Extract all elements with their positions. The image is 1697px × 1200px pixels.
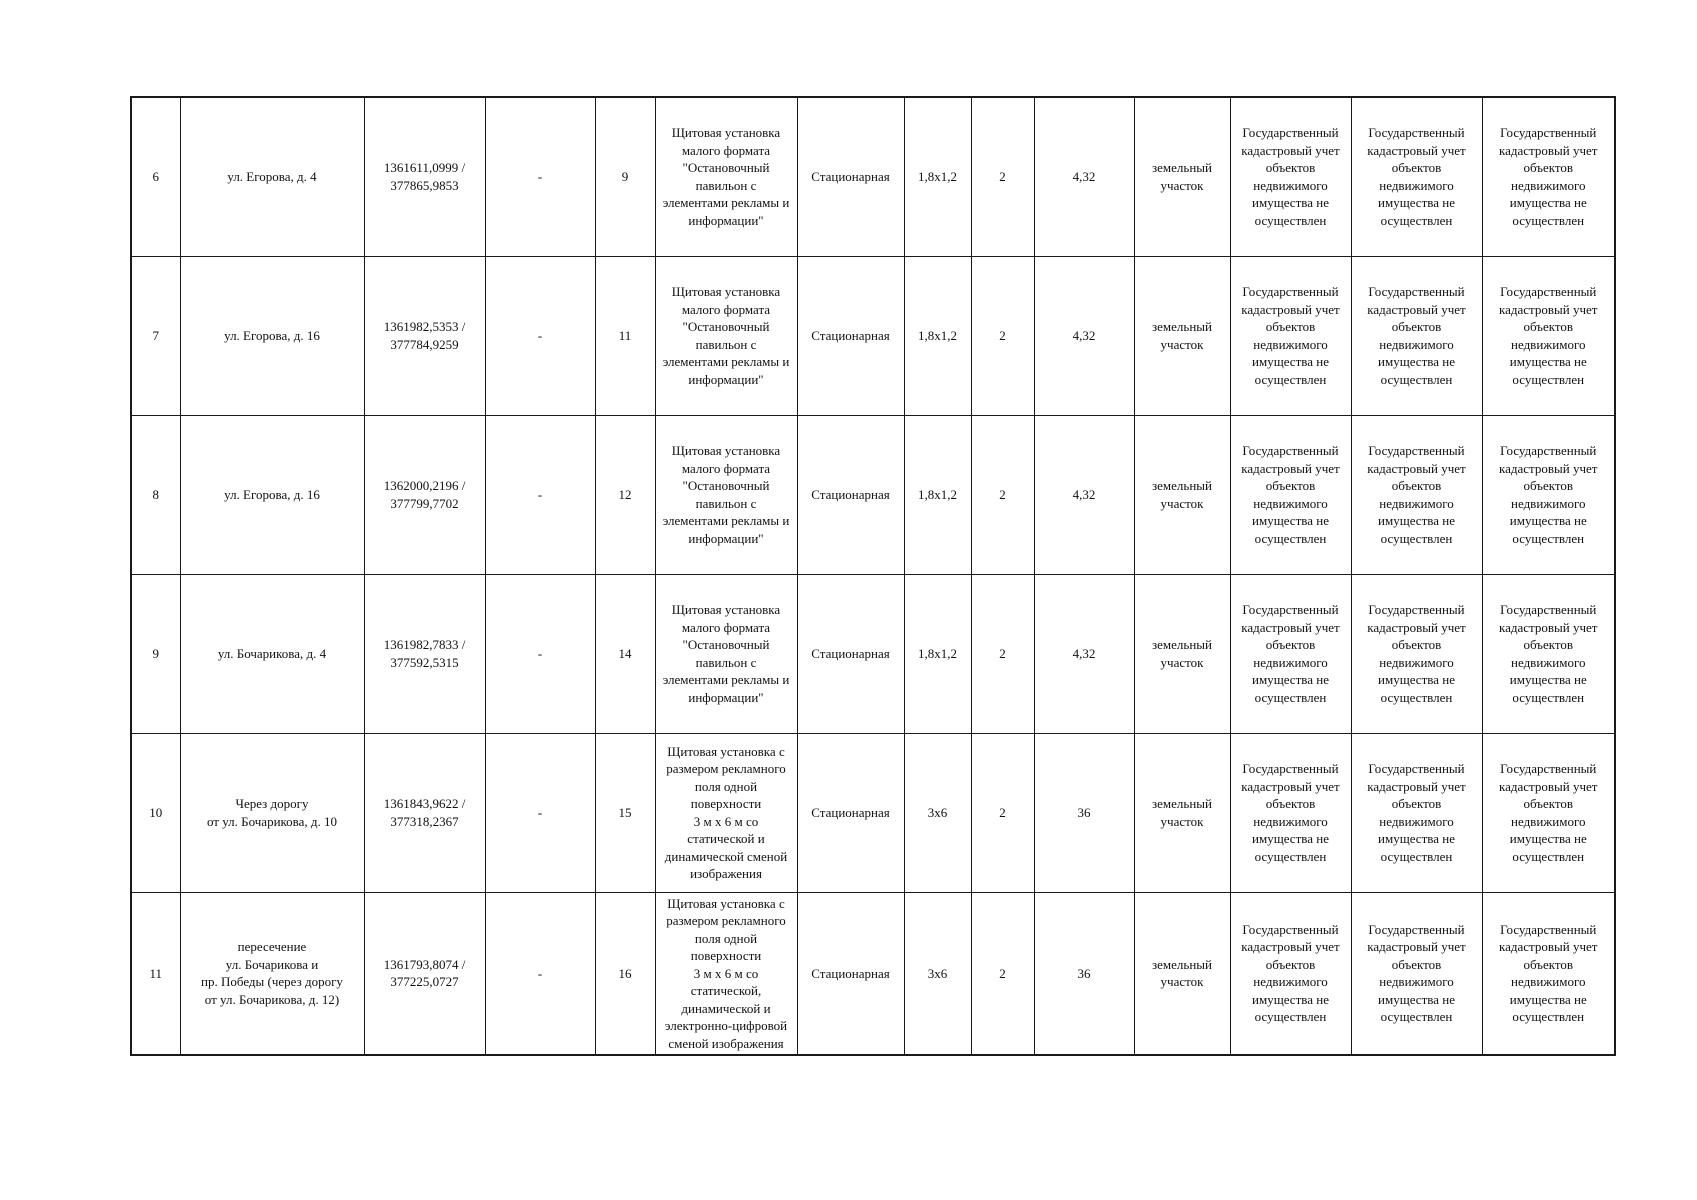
- cadastral-cell-1: Государственный кадастровый учет объектов недвижимого имущества не осуществлен: [1230, 256, 1351, 415]
- placement-cell: Стационарная: [797, 733, 904, 892]
- row-number: 6: [131, 97, 180, 256]
- scheme-number-cell: 9: [595, 97, 655, 256]
- table-row: [131, 415, 1615, 574]
- land-type-cell: земельный участок: [1134, 892, 1230, 1055]
- construction-type-cell: Щитовая установка малого формата "Остановочный павильон с элементами рекламы и информации": [655, 574, 797, 733]
- coordinates-cell: 1362000,2196 / 377799,7702: [364, 415, 485, 574]
- area-cell: 4,32: [1034, 256, 1134, 415]
- table-row: [131, 733, 1615, 892]
- cadastral-cell-3: Государственный кадастровый учет объектов недвижимого имущества не осуществлен: [1482, 892, 1615, 1055]
- construction-type-cell: Щитовая установка малого формата "Остановочный павильон с элементами рекламы и информации": [655, 415, 797, 574]
- placement-cell: Стационарная: [797, 256, 904, 415]
- coordinates-cell: 1361982,7833 / 377592,5315: [364, 574, 485, 733]
- placement-cell: Стационарная: [797, 415, 904, 574]
- cadastral-cell-3: Государственный кадастровый учет объектов недвижимого имущества не осуществлен: [1482, 97, 1615, 256]
- construction-type-cell: Щитовая установка малого формата "Остановочный павильон с элементами рекламы и информации": [655, 97, 797, 256]
- sides-cell: 2: [971, 574, 1034, 733]
- land-type-cell: земельный участок: [1134, 733, 1230, 892]
- cadastral-cell-1: Государственный кадастровый учет объектов недвижимого имущества не осуществлен: [1230, 97, 1351, 256]
- address-cell: ул. Егорова, д. 4: [180, 97, 364, 256]
- scheme-number-cell: 16: [595, 892, 655, 1055]
- land-type-cell: земельный участок: [1134, 256, 1230, 415]
- cadastral-cell-2: Государственный кадастровый учет объектов недвижимого имущества не осуществлен: [1351, 574, 1482, 733]
- construction-type-cell: Щитовая установка малого формата "Остановочный павильон с элементами рекламы и информации": [655, 256, 797, 415]
- cadastral-cell-3: Государственный кадастровый учет объектов недвижимого имущества не осуществлен: [1482, 574, 1615, 733]
- address-cell: пересечение ул. Бочарикова и пр. Победы (через дорогу от ул. Бочарикова, д. 12): [180, 892, 364, 1055]
- sides-cell: 2: [971, 97, 1034, 256]
- advertising-structures-table: [130, 96, 1616, 1056]
- cadastral-cell-1: Государственный кадастровый учет объектов недвижимого имущества не осуществлен: [1230, 415, 1351, 574]
- sides-cell: 2: [971, 733, 1034, 892]
- scheme-number-cell: 12: [595, 415, 655, 574]
- sides-cell: 2: [971, 415, 1034, 574]
- sides-cell: 2: [971, 256, 1034, 415]
- land-type-cell: земельный участок: [1134, 415, 1230, 574]
- row-number: 9: [131, 574, 180, 733]
- scheme-number-cell: 11: [595, 256, 655, 415]
- dash-cell: -: [485, 256, 595, 415]
- construction-type-cell: Щитовая установка с размером рекламного поля одной поверхности 3 м х 6 м со статической, динамической и электронно-цифровой сменой изображения: [655, 892, 797, 1055]
- dash-cell: -: [485, 97, 595, 256]
- area-cell: 4,32: [1034, 574, 1134, 733]
- size-cell: 1,8x1,2: [904, 574, 971, 733]
- area-cell: 4,32: [1034, 97, 1134, 256]
- coordinates-cell: 1361982,5353 / 377784,9259: [364, 256, 485, 415]
- cadastral-cell-1: Государственный кадастровый учет объектов недвижимого имущества не осуществлен: [1230, 574, 1351, 733]
- cadastral-cell-2: Государственный кадастровый учет объектов недвижимого имущества не осуществлен: [1351, 415, 1482, 574]
- size-cell: 1,8x1,2: [904, 415, 971, 574]
- dash-cell: -: [485, 415, 595, 574]
- table-row: [131, 256, 1615, 415]
- address-cell: ул. Егорова, д. 16: [180, 256, 364, 415]
- cadastral-cell-2: Государственный кадастровый учет объектов недвижимого имущества не осуществлен: [1351, 256, 1482, 415]
- cadastral-cell-2: Государственный кадастровый учет объектов недвижимого имущества не осуществлен: [1351, 733, 1482, 892]
- sides-cell: 2: [971, 892, 1034, 1055]
- row-number: 8: [131, 415, 180, 574]
- row-number: 11: [131, 892, 180, 1055]
- land-type-cell: земельный участок: [1134, 574, 1230, 733]
- cadastral-cell-3: Государственный кадастровый учет объектов недвижимого имущества не осуществлен: [1482, 256, 1615, 415]
- cadastral-cell-1: Государственный кадастровый учет объектов недвижимого имущества не осуществлен: [1230, 733, 1351, 892]
- address-cell: ул. Егорова, д. 16: [180, 415, 364, 574]
- size-cell: 3x6: [904, 733, 971, 892]
- table-row: [131, 574, 1615, 733]
- area-cell: 4,32: [1034, 415, 1134, 574]
- placement-cell: Стационарная: [797, 97, 904, 256]
- scheme-number-cell: 14: [595, 574, 655, 733]
- construction-type-cell: Щитовая установка с размером рекламного поля одной поверхности 3 м х 6 м со статической и динамической сменой изображения: [655, 733, 797, 892]
- land-type-cell: земельный участок: [1134, 97, 1230, 256]
- area-cell: 36: [1034, 892, 1134, 1055]
- cadastral-cell-3: Государственный кадастровый учет объектов недвижимого имущества не осуществлен: [1482, 415, 1615, 574]
- cadastral-cell-2: Государственный кадастровый учет объектов недвижимого имущества не осуществлен: [1351, 892, 1482, 1055]
- coordinates-cell: 1361611,0999 / 377865,9853: [364, 97, 485, 256]
- address-cell: ул. Бочарикова, д. 4: [180, 574, 364, 733]
- dash-cell: -: [485, 733, 595, 892]
- cadastral-cell-2: Государственный кадастровый учет объектов недвижимого имущества не осуществлен: [1351, 97, 1482, 256]
- coordinates-cell: 1361843,9622 / 377318,2367: [364, 733, 485, 892]
- dash-cell: -: [485, 892, 595, 1055]
- cadastral-cell-3: Государственный кадастровый учет объектов недвижимого имущества не осуществлен: [1482, 733, 1615, 892]
- table-row: [131, 97, 1615, 256]
- cadastral-cell-1: Государственный кадастровый учет объектов недвижимого имущества не осуществлен: [1230, 892, 1351, 1055]
- size-cell: 3x6: [904, 892, 971, 1055]
- row-number: 10: [131, 733, 180, 892]
- address-cell: Через дорогу от ул. Бочарикова, д. 10: [180, 733, 364, 892]
- table-row: [131, 892, 1615, 1055]
- scheme-number-cell: 15: [595, 733, 655, 892]
- placement-cell: Стационарная: [797, 892, 904, 1055]
- placement-cell: Стационарная: [797, 574, 904, 733]
- row-number: 7: [131, 256, 180, 415]
- coordinates-cell: 1361793,8074 / 377225,0727: [364, 892, 485, 1055]
- dash-cell: -: [485, 574, 595, 733]
- size-cell: 1,8x1,2: [904, 97, 971, 256]
- size-cell: 1,8x1,2: [904, 256, 971, 415]
- area-cell: 36: [1034, 733, 1134, 892]
